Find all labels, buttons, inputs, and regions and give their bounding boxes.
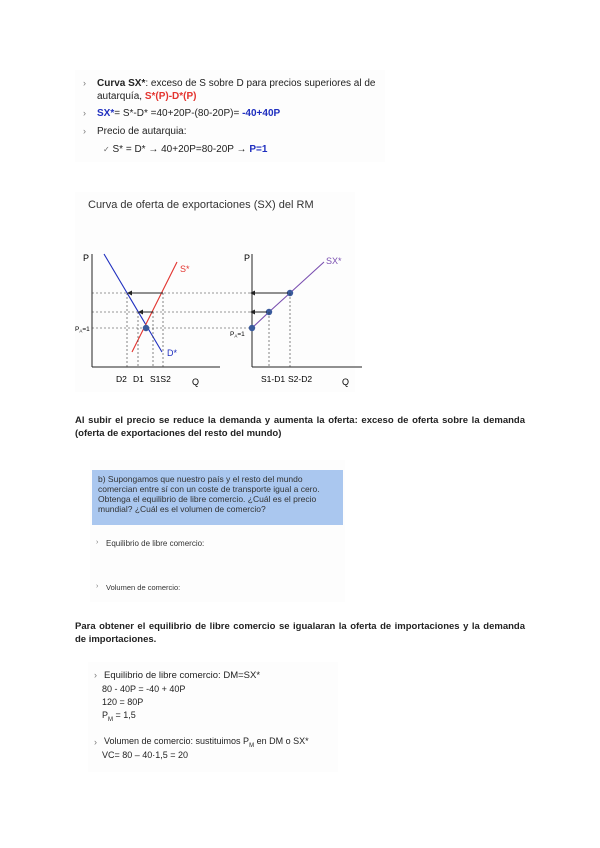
volume-text: Volumen de comercio: sustituimos P xyxy=(104,736,250,746)
slide-block-3 xyxy=(88,662,338,772)
bullet-icon: › xyxy=(83,126,86,136)
check-icon: ✓ xyxy=(103,145,110,154)
left-price-label: $P_A=1$ xyxy=(75,326,90,334)
sx-derivation: = S*-D* =40+20P-(80-20P)= xyxy=(114,108,243,119)
autarquia-text: autarquía, xyxy=(97,91,145,102)
equation-line: VC= 80 – 40·1,5 = 20 xyxy=(102,750,189,760)
equation-line xyxy=(102,710,136,723)
left-x-tick: D1 xyxy=(133,374,144,384)
demand-label: D* xyxy=(167,348,178,358)
sx-strong: SX* xyxy=(97,108,115,119)
price-value: = 1,5 xyxy=(113,710,136,720)
export-supply-diagram xyxy=(72,242,372,392)
supply-label: S* xyxy=(180,264,190,274)
equilibrium-heading: Equilibrio de libre comercio: DM=SX* xyxy=(104,670,261,681)
chart-title: Curva de oferta de exportaciones (SX) del RM xyxy=(88,199,314,211)
left-x-label: Q xyxy=(192,377,200,387)
demand-curve xyxy=(104,254,162,352)
autarky-equilibrium-point xyxy=(143,325,149,331)
equation-line: 80 - 40P = -40 + 40P xyxy=(102,684,186,694)
bullet-icon: › xyxy=(96,583,99,590)
sx-point xyxy=(249,325,255,331)
right-x-label: Q xyxy=(342,377,350,387)
question-text: b) Supongamos que nuestro país y el resto del mundo comercian entre sí con un coste de transporte igual a cero. Obtenga el equilibrio de libre comercio. ¿Cuál es el precio mundial? ¿Cuál es el volumen de comercio? xyxy=(98,474,320,514)
question-box xyxy=(92,470,343,525)
bullet-icon: › xyxy=(83,78,86,88)
sx-result: -40+40P xyxy=(242,108,281,119)
sub-bullet-autarquia xyxy=(103,143,383,156)
excess-formula: S*(P)-D*(P) xyxy=(144,91,197,102)
left-y-label: P xyxy=(83,253,90,263)
curva-sx-strong: Curva SX* xyxy=(97,78,146,89)
export-supply-label: SX* xyxy=(326,256,342,266)
right-x-tick: S1-D1 xyxy=(261,374,286,384)
paragraph-equilibrio: Para obtener el equilibrio de libre comercio se igualaran la oferta de importaciones y la demanda de importaciones. xyxy=(75,621,525,645)
slide-block-1 xyxy=(75,70,385,162)
slide-block-2 xyxy=(90,460,345,602)
volume-text-end: en DM o SX* xyxy=(254,736,309,746)
paragraph-exceso-oferta: Al subir el precio se reduce la demanda y aumenta la oferta: exceso de oferta sobre la demanda (oferta de exportaciones del resto del mundo) xyxy=(75,415,525,439)
right-price-label: $P_A=1$ xyxy=(230,331,245,339)
autarquia-price: P=1 xyxy=(249,144,268,155)
curva-sx-text: : exceso de S sobre D para precios superiores al de xyxy=(145,78,376,89)
bullet-icon: › xyxy=(83,108,86,118)
bullet-text-curva-sx xyxy=(97,77,382,103)
bullet-icon: › xyxy=(96,539,99,546)
item-equilibrio: Equilibrio de libre comercio: xyxy=(106,539,205,548)
left-x-tick: D2 xyxy=(116,374,127,384)
right-x-tick: S2-D2 xyxy=(288,374,313,384)
autarquia-equation: S* = D* → 40+20P=80-20P → xyxy=(112,144,250,155)
equation-line: 120 = 80P xyxy=(102,697,144,707)
volume-subscript: M xyxy=(249,742,255,749)
volume-heading xyxy=(104,736,309,749)
left-x-tick: S1S2 xyxy=(150,374,171,384)
price-symbol: P xyxy=(102,710,109,720)
bullet-text-autarquia: Precio de autarquia: xyxy=(97,126,187,137)
bullet-text-sx xyxy=(97,107,382,120)
item-volumen: Volumen de comercio: xyxy=(106,583,181,592)
price-subscript: M xyxy=(108,716,114,723)
right-y-label: P xyxy=(244,253,251,263)
bullet-icon: › xyxy=(94,670,97,680)
bullet-icon: › xyxy=(94,737,97,747)
